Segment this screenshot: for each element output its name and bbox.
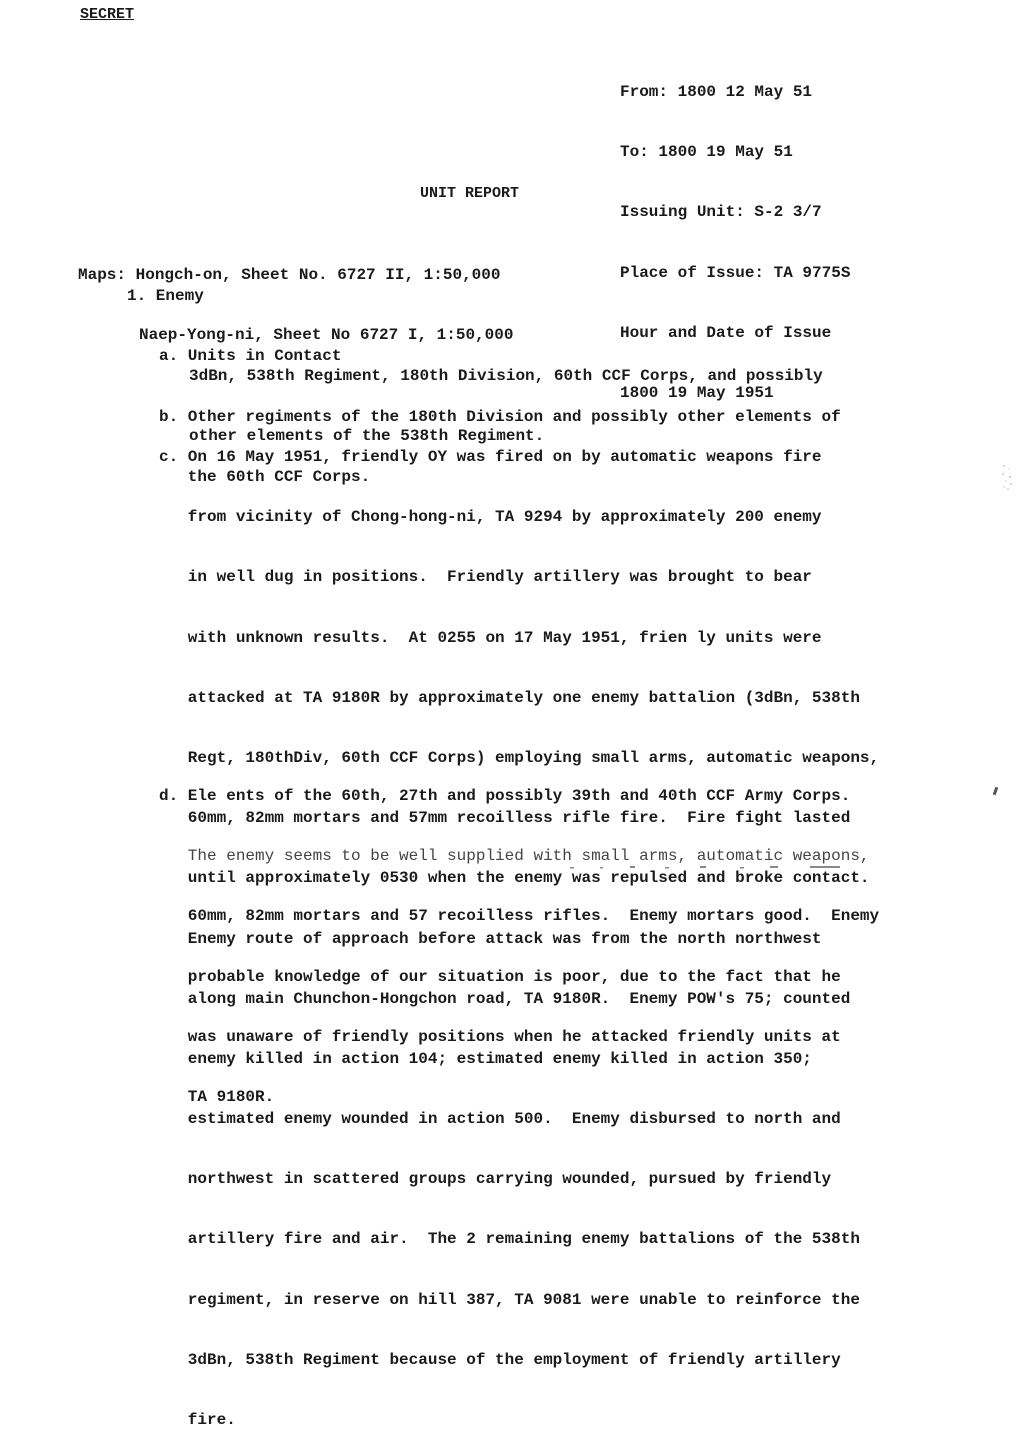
item-c-line: 60mm, 82mm mortars and 57mm recoilless rifle fire. Fire fight lasted — [159, 809, 851, 828]
header-hour-date-label: Hour and Date of Issue — [620, 323, 832, 342]
item-a-line: other elements of the 538th Regiment. — [189, 427, 545, 446]
header-hour-date-value: 1800 19 May 1951 — [620, 383, 774, 402]
header-to: To: 1800 19 May 51 — [620, 143, 793, 162]
item-d-line: was unaware of friendly positions when he attacked friendly units at — [159, 1027, 841, 1046]
item-d — [159, 746, 879, 1127]
header-issuing-unit: Issuing Unit: S-2 3/7 — [620, 203, 822, 222]
header-from: From: 1800 12 May 51 — [620, 83, 813, 101]
item-c-line: 3dBn, 538th Regiment because of the employment of friendly artillery — [159, 1350, 841, 1369]
item-c-line: attacked at TA 9180R by approximately one enemy battalion (3dBn, 538th — [159, 688, 860, 707]
item-a-line: 3dBn, 538th Regiment, 180th Division, 60th CCF Corps, and possibly — [189, 367, 823, 385]
item-c-line: artillery fire and air. The 2 remaining enemy battalions of the 538th — [159, 1230, 860, 1249]
item-c-line: along main Chunchon-Hongchon road, TA 9180R. Enemy POW's 75; counted — [159, 989, 851, 1008]
item-b-line: the 60th CCF Corps. — [159, 468, 371, 487]
item-c-line: estimated enemy wounded in action 500. Enemy disbursed to north and — [159, 1110, 841, 1129]
item-c-line: from vicinity of Chong-hong-ni, TA 9294 by approximately 200 enemy — [159, 508, 822, 527]
item-c-line: Regt, 180thDiv, 60th CCF Corps) employing small arms, automatic weapons, — [159, 748, 880, 767]
classification-marking: SECRET — [80, 6, 135, 23]
item-d-line: probable knowledge of our situation is poor, due to the fact that he — [159, 967, 841, 986]
item-b-line: b. Other regiments of the 180th Division and possibly other elements of — [159, 408, 841, 426]
item-c-line: northwest in scattered groups carrying wounded, pursued by friendly — [159, 1170, 832, 1189]
section-heading-enemy: 1. Enemy — [127, 287, 204, 305]
item-c-line: enemy killed in action 104; estimated enemy killed in action 350; — [159, 1049, 812, 1068]
item-c-line: with unknown results. At 0255 on 17 May 1951, frien ly units were — [159, 628, 822, 647]
document-title: UNIT REPORT — [420, 185, 520, 202]
item-c-line: fire. — [159, 1411, 236, 1429]
maps-line-1: Maps: Hongch-on, Sheet No. 6727 II, 1:50,000 — [78, 266, 501, 284]
scan-mark — [993, 787, 999, 796]
scan-speck — [1000, 462, 1014, 492]
scan-noise-graphic — [1000, 462, 1014, 492]
item-d-line: d. Ele ents of the 60th, 27th and possibly 39th and 40th CCF Army Corps. — [159, 787, 851, 805]
item-c-line: until approximately 0530 when the enemy was repulsed and broke contact. — [159, 869, 870, 888]
item-c-line: regiment, in reserve on hill 387, TA 9081 were unable to reinforce the — [159, 1290, 860, 1309]
item-d-line: The enemy seems to be well supplied with small arms, automatic weapons, — [159, 847, 870, 866]
header-place-of-issue: Place of Issue: TA 9775S — [620, 263, 851, 282]
item-c-line: in well dug in positions. Friendly artillery was brought to bear — [159, 568, 812, 587]
item-a-label: a. Units in Contact — [159, 347, 342, 365]
cut-off-text-fragments — [570, 862, 860, 872]
maps-line-2: Naep-Yong-ni, Sheet No 6727 I, 1:50,000 — [139, 326, 514, 345]
item-d-line: 60mm, 82mm mortars and 57 recoilless rifles. Enemy mortars good. Enemy — [159, 907, 880, 926]
item-c-line: Enemy route of approach before attack was from the north northwest — [159, 929, 822, 948]
item-d-line: TA 9180R. — [159, 1087, 275, 1106]
item-c-line: c. On 16 May 1951, friendly OY was fired on by automatic weapons fire — [159, 448, 822, 466]
